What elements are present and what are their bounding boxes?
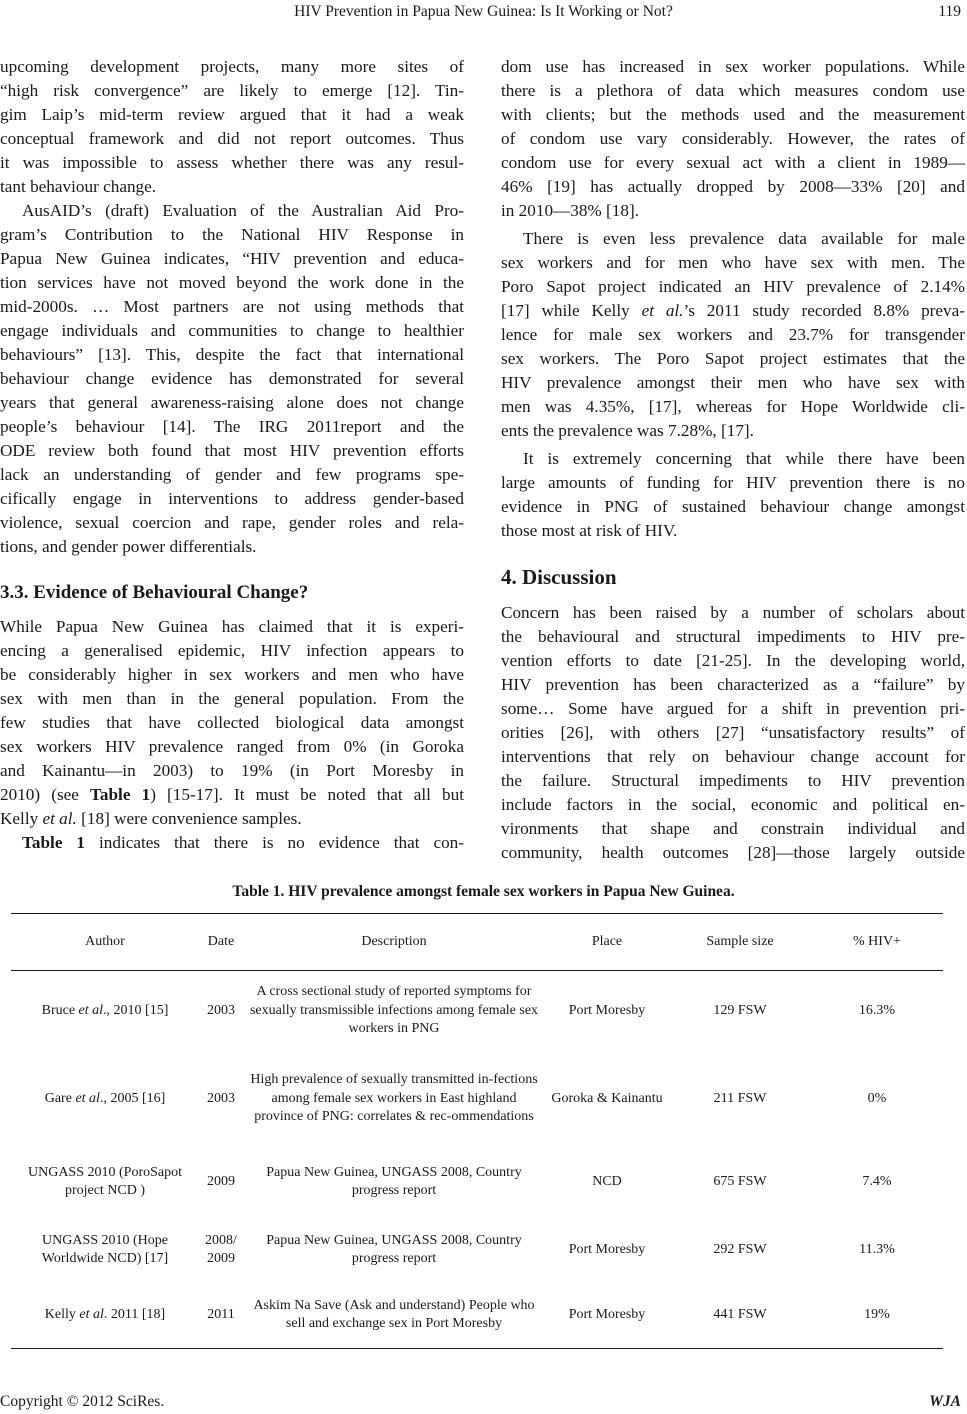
text-line: HIV prevention has been characterized as a “failure” by (501, 675, 965, 694)
text-line: AusAID’s (draft) Evaluation of the Australian Aid Pro- (22, 201, 464, 220)
cell-date: 2008/ 2009 (205, 1232, 237, 1266)
column-header-description: Description (361, 933, 427, 949)
text-line: with clients; but the methods used and the measurement (501, 105, 965, 124)
cell-date: 2011 (207, 1306, 235, 1322)
text-line: it was impossible to assess whether there was any resul- (0, 153, 464, 172)
text-line: few studies that have collected biological data amongst (0, 713, 464, 732)
text-line: upcoming development projects, many more sites of (0, 57, 464, 76)
text-line: Papua New Guinea indicates, “HIV prevention and educa- (0, 249, 464, 268)
column-header-date: Date (207, 933, 235, 949)
table-header-row (11, 914, 943, 970)
section-heading: 4. Discussion (501, 565, 617, 589)
text-line: behaviours” [13]. This, despite the fact that international (0, 345, 464, 364)
text-line: ents the prevalence was 7.28%, [17]. (501, 421, 754, 440)
left-column (0, 55, 464, 855)
text-line: gram’s Contribution to the National HIV Response in (0, 225, 464, 244)
cell-place: NCD (592, 1173, 622, 1189)
text-line: interventions that rely on behaviour change account for (501, 747, 965, 766)
author-text: UNGASS 2010 (Hope Worldwide NCD) [17] (41, 1232, 169, 1266)
text-line: There is even less prevalence data available for male (523, 229, 965, 248)
text-line: Concern has been raised by a number of scholars about (501, 603, 965, 622)
table-reference: Table 1 (90, 785, 151, 804)
cell-date: 2003 (207, 1002, 235, 1018)
author-text: ., 2010 [15] (103, 1002, 169, 1018)
text-line: sex workers and for men who have sex with men. The (501, 253, 965, 272)
paragraph (0, 831, 464, 855)
journal-abbreviation: WJA (929, 1393, 961, 1410)
cell-date: 2003 (207, 1090, 235, 1106)
text-line: of condom use vary considerably. However, the rates of (501, 129, 965, 148)
text-line: behaviour change evidence has demonstrated for several (0, 369, 464, 388)
italic-run: et al. (641, 301, 684, 320)
running-header (0, 0, 967, 24)
cell-description: Papua New Guinea, UNGASS 2008, Country progress report (266, 1232, 522, 1266)
text-line: sex with men than in the general population. From the (0, 689, 464, 708)
cell-place: Port Moresby (568, 1306, 646, 1322)
cell-author (11, 1146, 199, 1218)
paragraph (501, 601, 965, 865)
cell-place: Goroka & Kainantu (551, 1090, 663, 1106)
cell-description: Papua New Guinea, UNGASS 2008, Country progress report (266, 1164, 522, 1198)
text-line: tant behaviour change. (0, 177, 157, 196)
cell-author (11, 1282, 199, 1348)
cell-sample-size: 675 FSW (713, 1173, 767, 1189)
text-line (0, 807, 464, 831)
text-run: ) [15-17]. It must be noted that all but (150, 785, 464, 804)
table-row (11, 1052, 943, 1146)
prevalence-table (11, 914, 943, 1348)
text-line: some… Some have argued for a shift in prevention pri- (501, 699, 965, 718)
author-text: ., 2005 [16] (99, 1090, 166, 1106)
table-reference: Table 1 (22, 833, 86, 852)
text-line: condom use for every sexual act with a client in 1989— (501, 153, 965, 172)
text-line: community, health outcomes [28]—those largely outside (501, 843, 965, 862)
cell-author (11, 1218, 199, 1282)
italic-run: et al. (42, 809, 77, 828)
text-line: lence for male sex workers and 23.7% for transgender (501, 325, 965, 344)
text-line: those most at risk of HIV. (501, 521, 678, 540)
table-caption: Table 1. HIV prevalence amongst female sex workers in Papua New Guinea. (232, 883, 735, 900)
text-line: vention efforts to date [21-25]. In the developing world, (501, 651, 965, 670)
cell-hiv-percent: 16.3% (858, 1002, 896, 1018)
author-text: Bruce (41, 1002, 79, 1018)
text-line: engage individuals and communities to change to healthier (0, 321, 464, 340)
paragraph (0, 615, 464, 831)
section-heading: 3.3. Evidence of Behavioural Change? (0, 582, 309, 603)
table-row (11, 970, 943, 1052)
cell-description: Askim Na Save (Ask and understand) People who sell and exchange sex in Port Moresby (253, 1297, 535, 1331)
text-line: While Papua New Guinea has claimed that it is experi- (0, 617, 464, 636)
cell-hiv-percent: 19% (864, 1306, 890, 1322)
cell-sample-size: 211 FSW (713, 1090, 767, 1106)
text-run: [18] were convenience samples. (76, 809, 302, 828)
table-bottom-rule (11, 1348, 943, 1349)
cell-date: 2009 (207, 1173, 235, 1189)
paragraph (501, 55, 965, 223)
cell-hiv-percent: 7.4% (862, 1173, 892, 1189)
page-number: 119 (938, 3, 961, 20)
text-line: men was 4.35%, [17], whereas for Hope Worldwide cli- (501, 397, 965, 416)
text-line (0, 783, 464, 807)
author-text: Kelly (44, 1306, 80, 1322)
right-column (501, 55, 965, 865)
text-line (501, 299, 965, 323)
text-line: conceptual framework and did not report outcomes. Thus (0, 129, 464, 148)
cell-sample-size: 129 FSW (713, 1002, 767, 1018)
copyright-notice: Copyright © 2012 SciRes. (0, 1393, 165, 1410)
paragraph (501, 447, 965, 543)
text-run: [17] while Kelly (501, 301, 642, 320)
text-line: 46% [19] has actually dropped by 2008—33% [20] and (501, 177, 965, 196)
text-line: mid-2000s. … Most partners are not using methods that (0, 297, 464, 316)
cell-hiv-percent: 0% (867, 1090, 887, 1106)
text-line: in 2010—38% [18]. (501, 201, 639, 220)
text-line: evidence in PNG of sustained behaviour change amongst (501, 497, 965, 516)
text-line: encing a generalised epidemic, HIV infection appears to (0, 641, 464, 660)
text-line: tion services have not moved beyond the work done in the (0, 273, 464, 292)
text-line: tions, and gender power differentials. (0, 537, 257, 556)
running-title: HIV Prevention in Papua New Guinea: Is It Working or Not? (294, 3, 673, 20)
table-row (11, 1282, 943, 1348)
table-row (11, 1146, 943, 1218)
text-line: there is a plethora of data which measures condom use (501, 81, 965, 100)
cell-description: High prevalence of sexually transmitted in-fections among female sex workers in East highland province of PNG: correlates & rec-ommendations (250, 1072, 538, 1125)
author-italic: et al (78, 1002, 104, 1018)
text-line: Poro Sapot project indicated an HIV prevalence of 2.14% (501, 277, 965, 296)
text-line: large amounts of funding for HIV prevention there is no (501, 473, 965, 492)
cell-hiv-percent: 11.3% (859, 1241, 895, 1257)
author-italic: et al (79, 1306, 104, 1322)
text-line: gim Laip’s mid-term review argued that it had a weak (0, 105, 464, 124)
text-line: vironments that shape and constrain individual and (501, 819, 965, 838)
cell-description: A cross sectional study of reported symptoms for sexually transmissible infections among female sex workers in PNG (249, 984, 539, 1037)
text-line: violence, sexual coercion and rape, gender roles and rela- (0, 513, 464, 532)
paragraph (0, 199, 464, 559)
text-line: cifically engage in interventions to address gender-based (0, 489, 464, 508)
text-line: “high risk convergence” are likely to emerge [12]. Tin- (0, 81, 464, 100)
text-run: ’s 2011 study recorded 8.8% preva- (683, 301, 965, 320)
cell-author (11, 1052, 199, 1146)
cell-sample-size: 292 FSW (713, 1241, 767, 1257)
text-line: orities [26], with others [27] “unsatisfactory results” of (501, 723, 965, 742)
author-text: . 2011 [18] (103, 1306, 166, 1322)
cell-author (11, 970, 199, 1052)
column-header-sample-size: Sample size (706, 933, 774, 949)
cell-place: Port Moresby (568, 1002, 646, 1018)
table-row (11, 1218, 943, 1282)
text-line: sex workers. The Poro Sapot project estimates that the (501, 349, 965, 368)
text-line: people’s behaviour [14]. The IRG 2011report and the (0, 417, 464, 436)
text-line: lack an understanding of gender and few programs spe- (0, 465, 464, 484)
author-text: Gare (44, 1090, 76, 1106)
text-line: be considerably higher in sex workers and men who have (0, 665, 464, 684)
text-line (0, 831, 464, 855)
cell-place: Port Moresby (568, 1241, 646, 1257)
text-line: the behavioural and structural impediments to HIV pre- (501, 627, 965, 646)
column-header-hiv-percent: % HIV+ (853, 933, 901, 949)
text-line: include factors in the social, economic and political en- (501, 795, 965, 814)
paragraph (0, 55, 464, 199)
text-line: It is extremely concerning that while there have been (523, 449, 965, 468)
text-line: and Kainantu—in 2003) to 19% (in Port Moresby in (0, 761, 464, 780)
author-text: UNGASS 2010 (PoroSapot project NCD ) (27, 1164, 182, 1198)
text-line: the failure. Structural impediments to HIV prevention (501, 771, 965, 790)
text-line: sex workers HIV prevalence ranged from 0% (in Goroka (0, 737, 464, 756)
text-run: indicates that there is no evidence that con- (85, 833, 464, 852)
column-header-place: Place (591, 933, 623, 949)
text-line: dom use has increased in sex worker populations. While (501, 57, 965, 76)
text-run: 2010) (see (0, 785, 91, 804)
text-line: ODE review both found that most HIV prevention efforts (0, 441, 464, 460)
author-italic: et al (75, 1090, 100, 1106)
text-line: HIV prevalence amongst their men who have sex with (501, 373, 965, 392)
cell-sample-size: 441 FSW (713, 1306, 767, 1322)
column-header-author: Author (85, 933, 125, 949)
paragraph (501, 227, 965, 443)
text-line: years that general awareness-raising alone does not change (0, 393, 464, 412)
text-run: Kelly (0, 809, 43, 828)
